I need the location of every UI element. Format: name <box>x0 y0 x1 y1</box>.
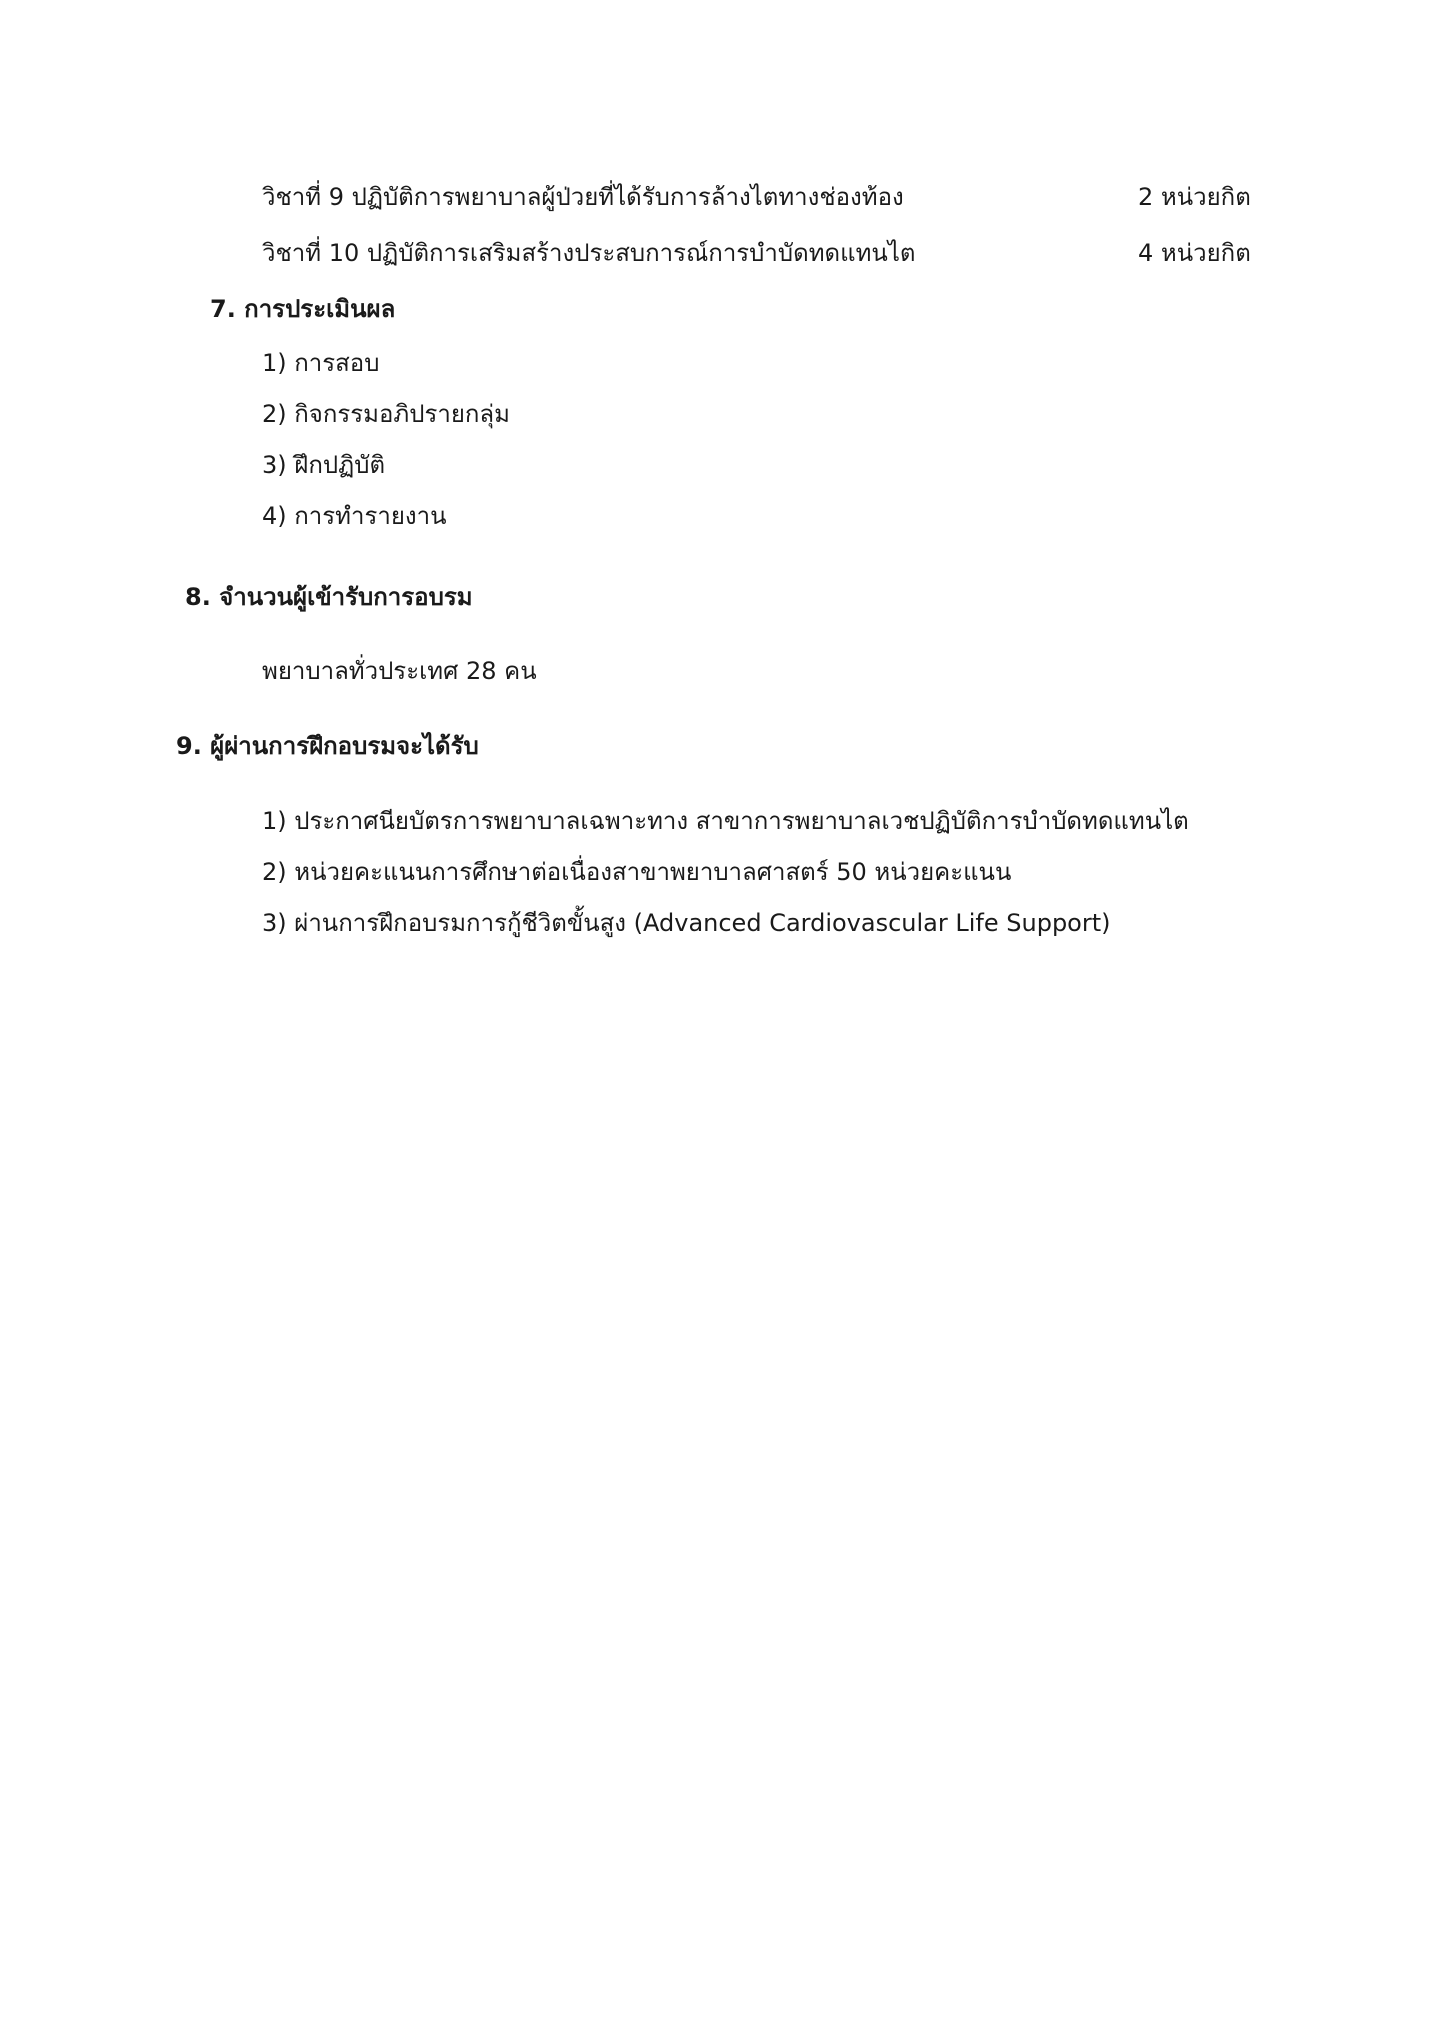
section-7-item: 1) การสอบ <box>262 349 380 377</box>
section-7-item: 2) กิจกรรมอภิปรายกลุ่ม <box>262 400 510 428</box>
course-10-credits: 4 หน่วยกิต <box>1138 239 1251 267</box>
course-9-credits: 2 หน่วยกิต <box>1138 183 1251 211</box>
section-7-heading: 7. การประเมินผล <box>210 295 396 323</box>
section-8-text: พยาบาลทั่วประเทศ 28 คน <box>262 657 537 685</box>
section-9-item: 2) หน่วยคะแนนการศึกษาต่อเนื่องสาขาพยาบาลศาสตร์ 50 หน่วยคะแนน <box>262 858 1012 886</box>
course-9-label: วิชาที่ 9 ปฏิบัติการพยาบาลผู้ป่วยที่ได้รับการล้างไตทางช่องท้อง <box>262 183 904 211</box>
section-7-item: 3) ฝึกปฏิบัติ <box>262 451 386 479</box>
section-9-item: 1) ประกาศนียบัตรการพยาบาลเฉพาะทาง สาขาการพยาบาลเวชปฏิบัติการบำบัดทดแทนไต <box>262 807 1189 835</box>
section-7-item: 4) การทำรายงาน <box>262 502 447 530</box>
section-9-heading: 9. ผู้ผ่านการฝึกอบรมจะได้รับ <box>176 732 479 760</box>
section-9-item: 3) ผ่านการฝึกอบรมการกู้ชีวิตขั้นสูง (Advanced Cardiovascular Life Support) <box>262 909 1111 937</box>
section-8-heading: 8. จำนวนผู้เข้ารับการอบรม <box>185 583 473 611</box>
course-10-label: วิชาที่ 10 ปฏิบัติการเสริมสร้างประสบการณ์การบำบัดทดแทนไต <box>262 239 916 267</box>
